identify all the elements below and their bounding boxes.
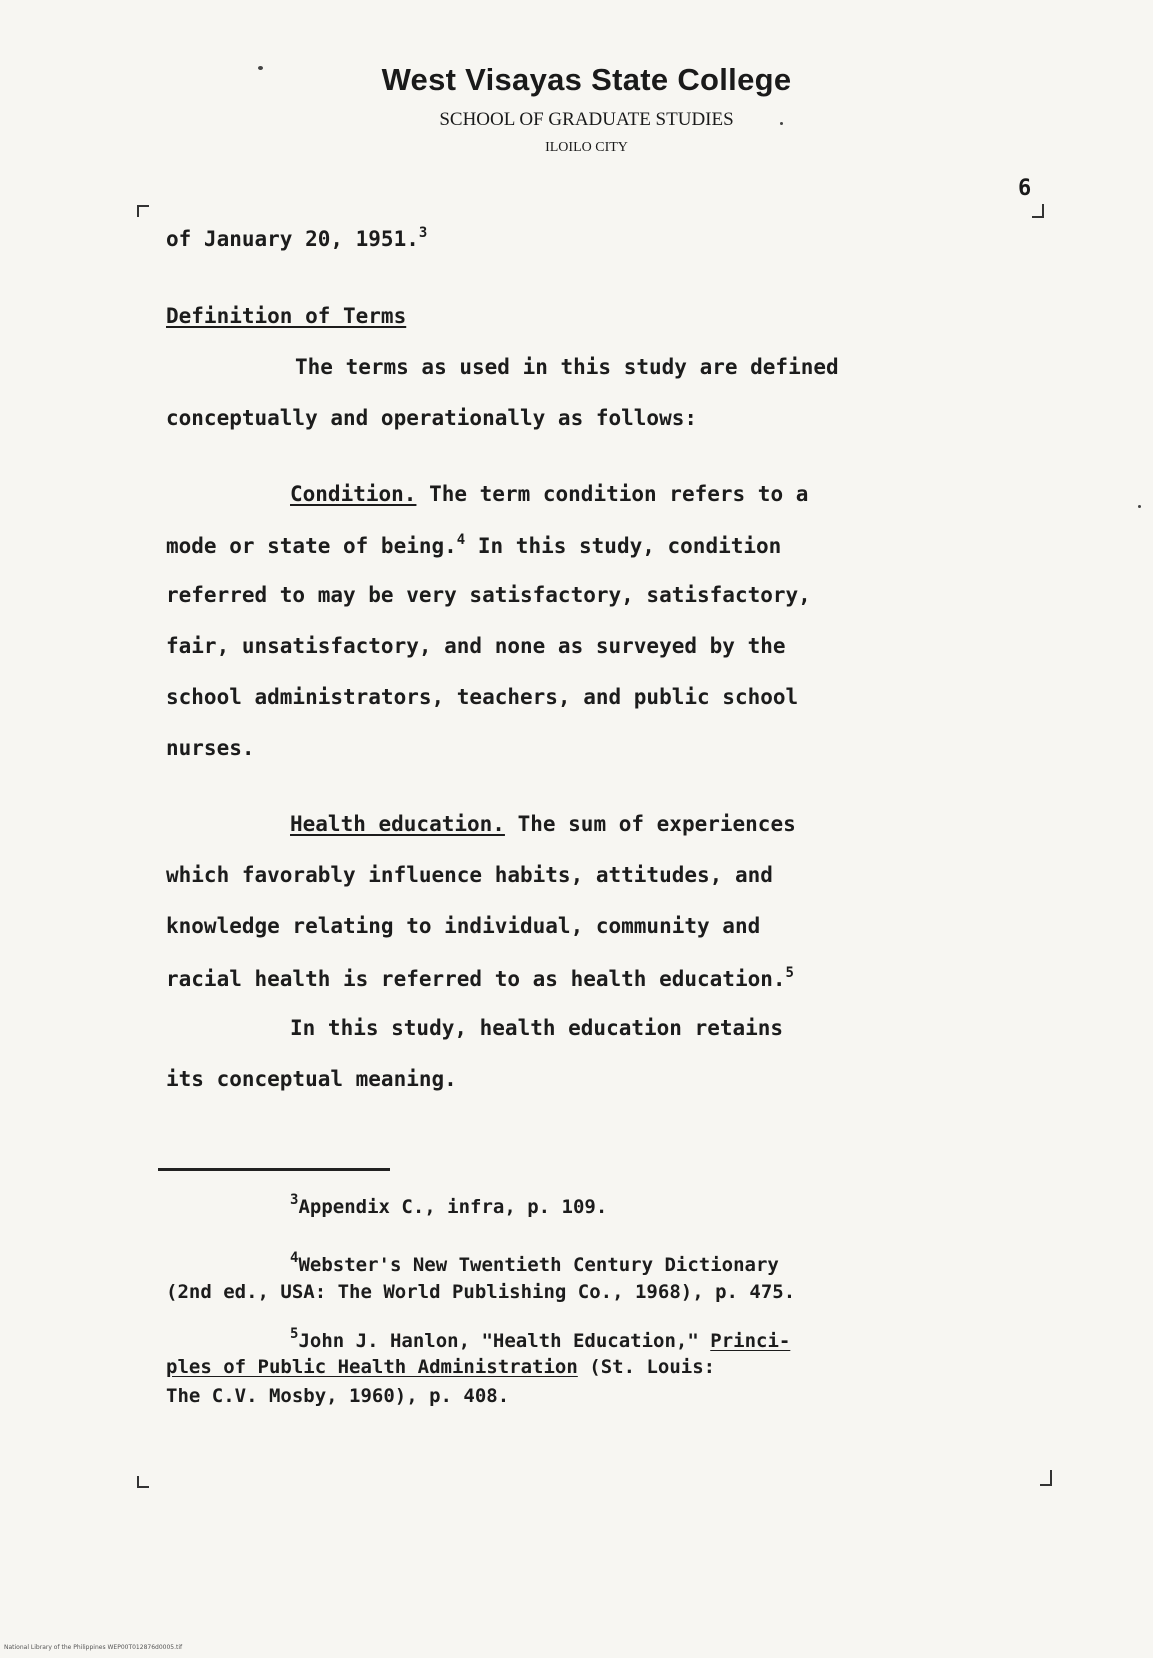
condition-text: mode or state of being. <box>166 534 457 558</box>
term-health-education: Health education. <box>290 812 505 836</box>
footnote-ref: 4 <box>456 532 466 548</box>
intro-line-2: conceptually and operationally as follows: <box>166 406 698 430</box>
crop-mark-bottom-left <box>137 1476 149 1488</box>
condition-line-3: referred to may be very satisfactory, satisfactory, <box>166 583 811 607</box>
health-line-1 <box>290 812 796 836</box>
condition-text: In this study, condition <box>465 534 782 558</box>
footnote-title: ples of Public Health Administration <box>166 1356 578 1378</box>
footnote-5-line-3: The C.V. Mosby, 1960), p. 408. <box>166 1385 510 1407</box>
footnote-text: Webster's New Twentieth Century Dictionary <box>298 1254 779 1276</box>
city-name: ILOILO CITY <box>545 140 628 155</box>
footnote-text: Appendix C., infra, p. 109. <box>298 1196 608 1218</box>
health-line-2: which favorably influence habits, attitudes, and <box>166 863 773 887</box>
institution-name: West Visayas State College <box>381 62 792 97</box>
condition-line-6: nurses. <box>166 736 255 760</box>
footnote-5-line-1 <box>290 1326 790 1352</box>
footnote-title: Princi- <box>710 1330 791 1352</box>
crop-mark-top-left <box>137 205 149 217</box>
footnote-number: 3 <box>290 1192 299 1208</box>
footnote-ref: 3 <box>418 225 428 241</box>
school-name: SCHOOL OF GRADUATE STUDIES <box>439 109 734 130</box>
health-line-6: its conceptual meaning. <box>166 1067 457 1091</box>
condition-line-1 <box>290 482 808 506</box>
condition-text: The term condition refers to a <box>416 482 809 506</box>
microfilm-label: National Library of the Philippines WEP00T012876d0005.tif <box>4 1644 183 1651</box>
footnote-number: 5 <box>290 1326 299 1342</box>
scan-speck <box>258 66 263 70</box>
footnote-text: John J. Hanlon, "Health Education," <box>298 1330 711 1352</box>
scan-speck <box>1138 505 1141 508</box>
continuation-text: of January 20, 1951. <box>166 227 419 251</box>
footnote-number: 4 <box>290 1250 299 1266</box>
condition-line-5: school administrators, teachers, and public school <box>166 685 799 709</box>
crop-mark-bottom-right <box>1040 1470 1052 1486</box>
footnote-4-line-1 <box>290 1250 779 1276</box>
page-number: 6 <box>1018 176 1032 201</box>
footnote-ref: 5 <box>785 965 794 981</box>
continuation-line <box>166 225 427 251</box>
health-line-5: In this study, health education retains <box>290 1016 784 1040</box>
health-line-4 <box>166 965 794 991</box>
health-text: The sum of experiences <box>504 812 796 836</box>
crop-mark-top-right <box>1032 204 1044 218</box>
scan-speck <box>780 122 783 125</box>
footnote-divider <box>158 1168 390 1171</box>
term-condition: Condition. <box>290 482 417 506</box>
footnote-3 <box>290 1192 607 1218</box>
footnote-5-line-2 <box>166 1356 715 1378</box>
condition-line-2 <box>166 532 781 558</box>
section-heading: Definition of Terms <box>166 304 407 328</box>
footnote-text: (St. Louis: <box>577 1356 716 1378</box>
condition-line-4: fair, unsatisfactory, and none as surveyed by the <box>166 634 786 658</box>
health-line-3: knowledge relating to individual, community and <box>166 914 761 938</box>
intro-line-1: The terms as used in this study are defined <box>295 355 839 379</box>
health-text: racial health is referred to as health education. <box>166 967 786 991</box>
footnote-4-line-2: (2nd ed., USA: The World Publishing Co., 1968), p. 475. <box>166 1281 796 1303</box>
